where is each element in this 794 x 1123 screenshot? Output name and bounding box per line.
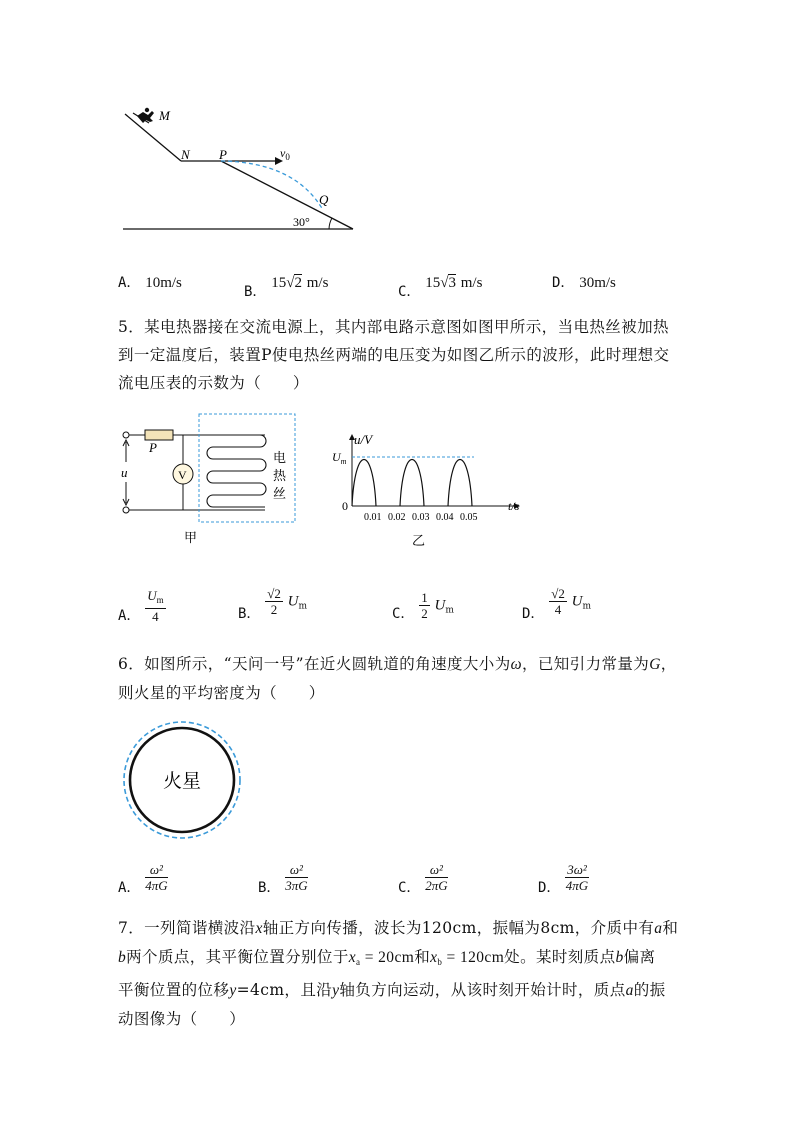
- graph-origin: 0: [342, 499, 348, 513]
- skier-icon: [133, 108, 154, 123]
- q4-option-c[interactable]: C． 15√3 m/s: [398, 275, 483, 300]
- q4-option-d[interactable]: D． 30m/s: [552, 275, 616, 291]
- q6-option-c[interactable]: C． $\frac{\text{ω²}}{2\pi G}$: [398, 862, 448, 896]
- graph-xlabel: t/s: [508, 499, 520, 513]
- q5-wave-graph: [328, 430, 538, 550]
- label-q: Q: [319, 192, 329, 207]
- q4-figure: [115, 100, 365, 235]
- q5-option-b[interactable]: B． $\frac{√2}{2}$ $U_m$: [238, 586, 308, 622]
- q6-mars-figure: [120, 718, 245, 843]
- svg-text:电: 电: [273, 450, 287, 465]
- q7-question-text: 7．一列简谐横波沿x轴正方向传播，波长为120cm，振幅为8cm，介质中有a和 b两个质点，其平衡位置分别位于$x_a = 20cm$和$x_b = 120cm$处。某时刻质点b偏离 平衡位置的位移y=4cm，且沿y轴负方向运动，从该时刻开始计时，质点a的振 动图像为（ ）: [118, 919, 679, 1028]
- q5-option-c[interactable]: C． $\frac{1}{2}$ $U_m$: [392, 590, 454, 622]
- q4-option-a[interactable]: A． 10m/s: [118, 275, 182, 291]
- label-p: P: [219, 147, 227, 162]
- graph-caption: 乙: [412, 533, 426, 548]
- svg-text:0.04: 0.04: [436, 512, 454, 523]
- graph-um: $U_m$: [332, 450, 347, 466]
- circuit-caption: 甲: [184, 530, 198, 545]
- q5-question-text: 5．某电热器接在交流电源上，其内部电路示意图如图甲所示，当电热丝被加热到一定温度后，装置P使电热丝两端的电压变为如图乙所示的波形，此时理想交流电压表的示数为（ ）: [118, 318, 670, 392]
- label-n: N: [181, 147, 190, 162]
- label-m: M: [159, 108, 170, 123]
- svg-text:热: 热: [273, 468, 287, 483]
- q5-option-a[interactable]: A． $\frac{U_m}{4}$: [118, 588, 164, 624]
- label-angle: 30°: [293, 215, 310, 229]
- svg-text:0.01: 0.01: [364, 512, 382, 523]
- label-v0: $v_0$: [280, 146, 290, 162]
- mars-label: 火星: [162, 771, 202, 792]
- q6-question-text: 6．如图所示，“天问一号”在近火圆轨道的角速度大小为ω，已知引力常量为G，则火星的平均密度为（ ）: [118, 655, 677, 702]
- q4-option-b[interactable]: B． 15√2 m/s: [244, 275, 329, 300]
- q5-circuit-figure: [115, 410, 300, 550]
- svg-text:丝: 丝: [273, 486, 287, 501]
- q6-option-a[interactable]: A． $\frac{\text{ω²}}{4\pi G}$: [118, 862, 168, 896]
- q5-option-d[interactable]: D． $\frac{√2}{4}$ $U_m$: [522, 586, 592, 622]
- svg-text:0.05: 0.05: [460, 512, 478, 523]
- circuit-u: u: [121, 465, 128, 480]
- q6-option-d[interactable]: D． $\frac{\text{3ω²}}{4\pi G}$: [538, 862, 589, 896]
- svg-text:0.02: 0.02: [388, 512, 406, 523]
- svg-text:0.03: 0.03: [412, 512, 430, 523]
- q6-option-b[interactable]: B． $\frac{\text{ω²}}{3\pi G}$: [258, 862, 308, 896]
- circuit-p: P: [149, 440, 157, 455]
- voltmeter-icon: V: [178, 468, 187, 482]
- graph-ylabel: u/V: [354, 432, 373, 447]
